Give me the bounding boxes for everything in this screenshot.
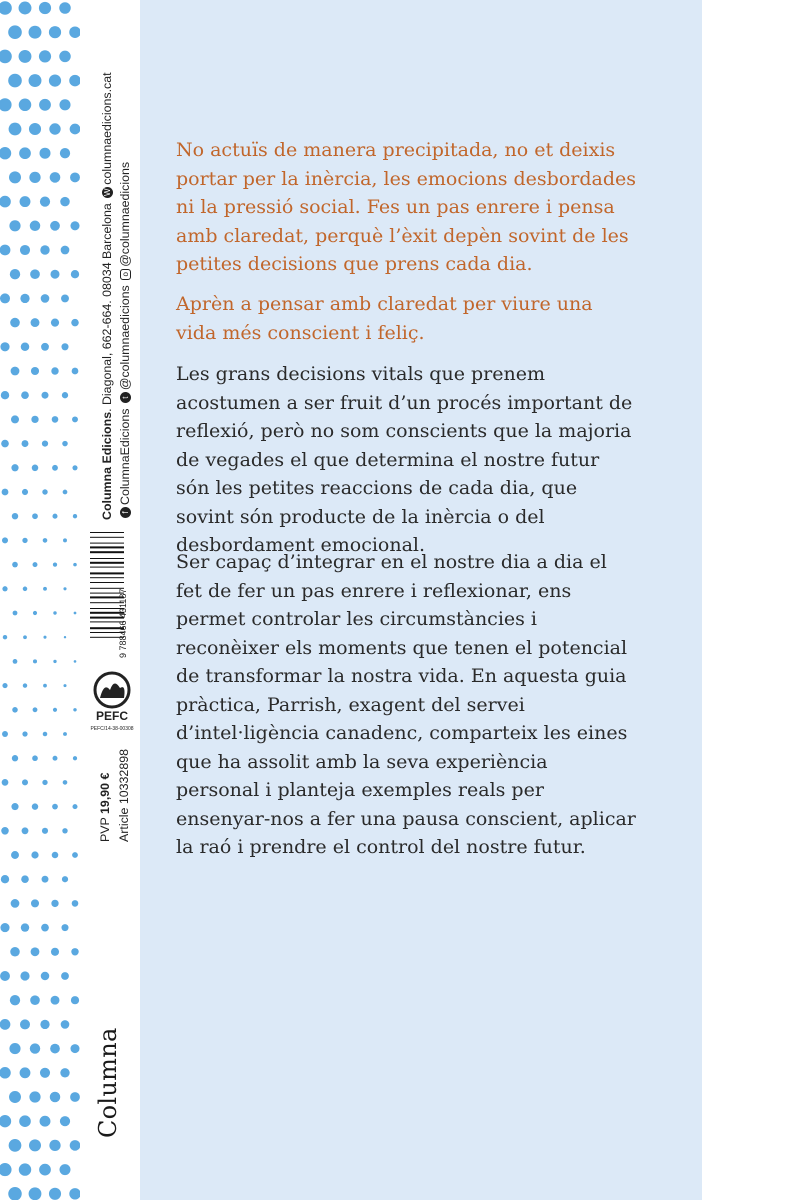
pefc-label: PEFC xyxy=(95,709,129,723)
right-margin xyxy=(702,0,790,1200)
tagline-paragraph: Aprèn a pensar amb claredat per viure una vida més conscient i feliç. xyxy=(176,293,593,344)
twitter-icon: t xyxy=(120,392,131,403)
pefc-logo xyxy=(86,670,138,740)
publisher-social-line xyxy=(118,162,132,520)
halftone-dot-pattern xyxy=(0,0,80,1200)
pefc-code: PEFC/14-38-00308 xyxy=(90,726,134,732)
facebook-icon: f xyxy=(120,507,131,518)
publisher-address-line xyxy=(100,72,114,520)
publisher-website[interactable]: columnaedicions.cat xyxy=(100,72,114,185)
pefc-tree-icon xyxy=(100,683,125,698)
barcode-number: 9 788466 431187 xyxy=(118,588,128,658)
price-label xyxy=(98,773,112,842)
web-icon: W xyxy=(103,188,113,196)
article-number: Article 10332898 xyxy=(117,749,131,842)
facebook-handle: ColumnaEdicions xyxy=(118,408,132,505)
body-paragraph-1: Les grans decisions vitals que prenem acostumen a ser fruit d’un procés important de reflexió, però no som conscients que la majoria de vegades el que determina el nostre futur són les petites reaccions de cada dia, que sovint són producte de la inèrcia o del desbordament emocional. xyxy=(176,363,633,556)
twitter-handle: @columnaedicions xyxy=(118,285,132,391)
price-amount: 19,90 € xyxy=(98,772,112,814)
body-paragraph-2: Ser capaç d’integrar en el nostre dia a dia el fet de fer un pas enrere i reflexionar, ens permet controlar les circumstàncies i reconèixer els moments que tenen el potencial de transformar la nostra vida. En aquesta guia pràctica, Parrish, exagent del servei d’intel·ligència canadenc, comparteix les eines que ha assolit amb la seva experiència personal i planteja exemples reals per ensenyar-nos a fer una pausa conscient, aplicar la raó i prendre el control del nostre futur. xyxy=(176,551,636,858)
intro-paragraph: No actuïs de manera precipitada, no et deixis portar per la inèrcia, les emocions desbordades ni la pressió social. Fes un pas enrere i pensa amb claredat, perquè l’èxit depèn sovint de les petites decisions que prens cada dia. xyxy=(176,139,636,275)
publisher-name: Columna Edicions xyxy=(100,411,114,520)
instagram-handle: @columnaedicions xyxy=(118,161,132,267)
price-prefix: PVP xyxy=(98,817,112,842)
publisher-address: . Diagonal, 662-664. 08034 Barcelona xyxy=(100,203,114,412)
brand-logo-columna: Columna xyxy=(94,1027,122,1138)
isbn-barcode xyxy=(88,530,134,660)
instagram-icon: o xyxy=(120,269,131,280)
